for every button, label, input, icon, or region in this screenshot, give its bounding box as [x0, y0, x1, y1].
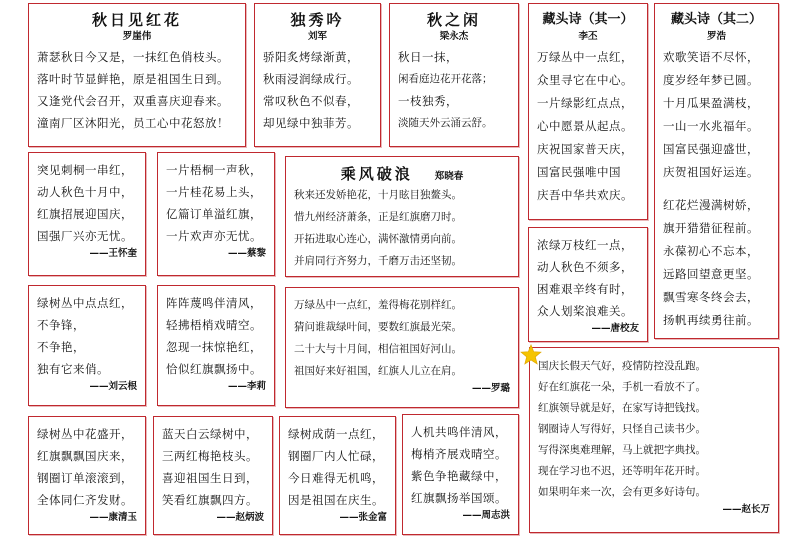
poem-line: 一片绿影红点点，: [537, 96, 633, 110]
poem-line: 猜问谁裁绿叶间，要数红旗最光荣。: [294, 321, 462, 333]
poem-signature: ——王怀奎: [89, 248, 137, 259]
poem-line: 众里寻它在中心。: [537, 73, 633, 87]
poem-signature: ——赵长万: [722, 504, 770, 515]
poem-line: 秋日一抹，: [398, 50, 458, 64]
poem-line: 淡随天外云涌云舒。: [398, 117, 493, 129]
poem-line: 好在红旗花一朵，手机一看放不了。: [538, 381, 706, 393]
poem-title: 藏头诗（其二）: [670, 12, 762, 27]
poem-line: 红旗招展迎国庆，: [37, 207, 133, 221]
poem-line: 红旗飘飘国庆来，: [37, 449, 133, 463]
poem-line: 如果明年来一次，会有更多好诗句。: [538, 486, 706, 498]
poem-line: 萧瑟秋日今又是，一抹红色俏枝头。: [37, 50, 229, 64]
poem-box-3: [389, 3, 519, 147]
poem-signature: ——唐校友: [591, 323, 639, 334]
poem-line: 恰似红旗飘扬中。: [166, 362, 262, 376]
poem-box-13: [529, 347, 779, 533]
poem-line: 扬帆再续勇往前。: [663, 313, 759, 327]
poem-line: 轻拂梧梢戏晴空。: [166, 318, 262, 332]
poem-signature: ——蔡黎: [227, 248, 266, 259]
poem-line: 心中愿景从起点。: [537, 119, 633, 133]
poem-line: 红旗领导就是好，在家写诗把钱找。: [538, 402, 706, 414]
poem-line: 笑看红旗飘四方。: [162, 493, 258, 507]
poem-signature: ——周志洪: [462, 510, 510, 521]
poem-signature: ——刘云根: [89, 381, 137, 392]
poem-box-12: [285, 287, 519, 408]
poem-box-9: [528, 227, 648, 342]
poem-signature: ——赵炳波: [216, 512, 264, 523]
poem-box-15: [153, 416, 273, 535]
poem-line: 梅梢齐展戏晴空。: [411, 447, 507, 461]
poem-line: 困难艰辛终有时，: [537, 282, 633, 296]
poem-line: 潼南厂区沐阳光，员工心中花怒放！: [37, 116, 229, 130]
poem-line: 欢歌笑语不尽怀，: [663, 50, 759, 64]
poem-line: 钢圈订单滚滚到，: [37, 471, 133, 485]
poem-line: 旗开猎猎征程前。: [663, 221, 759, 235]
poem-line: 不争锋，: [37, 318, 85, 332]
poem-box-17: [402, 414, 519, 535]
poem-line: 庆吾中华共欢庆。: [537, 188, 633, 202]
poem-line: 写得深奥难理解，马上就把字典找。: [538, 444, 706, 456]
poem-line: 国富民强迎盛世，: [663, 142, 759, 156]
poem-line: 远路回望意更坚。: [663, 267, 759, 281]
poem-line: 独有它来俏。: [37, 362, 109, 376]
poem-line: 二十大与十月间，相信祖国好河山。: [294, 343, 462, 355]
poem-line: 不争艳，: [37, 340, 85, 354]
poem-line: 惜九州经济萧条，正是红旗磨刀时。: [294, 211, 462, 223]
poem-title: 乘风破浪: [340, 165, 413, 183]
poem-line: 绿树成荫一点红，: [288, 427, 384, 441]
poem-line: 一片梧桐一声秋，: [166, 163, 262, 177]
poem-line: 一片欢声亦无忧。: [166, 229, 262, 243]
poem-box-16: [279, 416, 396, 535]
poem-line: 落叶时节显鲜艳，原是祖国生日到。: [37, 72, 229, 86]
poem-author: 郑晓春: [434, 171, 464, 182]
poem-line: 红花烂漫满树娇，: [663, 198, 759, 212]
poem-line: 紫色争艳藏绿中，: [411, 469, 507, 483]
star-icon: [520, 344, 542, 366]
poem-box-1: [28, 3, 246, 147]
poem-line: 秋来还发娇艳花，十月眩目独鳌头。: [294, 189, 462, 201]
poem-box-7: [157, 152, 275, 276]
poem-author: 梁永杰: [439, 31, 469, 42]
poem-line: 开拓进取心连心，满怀激情勇向前。: [294, 233, 462, 245]
poem-line: 亿篇订单溢红旗，: [166, 207, 262, 221]
poem-box-11: [157, 285, 275, 406]
poem-author: 李丕: [578, 31, 598, 42]
poem-line: 又逢党代会召开，双重喜庆迎春来。: [37, 94, 229, 108]
poem-line: 动人秋色十月中，: [37, 185, 133, 199]
poem-box-10: [28, 285, 146, 406]
poem-author: 刘军: [307, 31, 327, 42]
poem-line: 动人秋色不须多，: [537, 260, 633, 274]
poem-box-5: [654, 3, 779, 339]
poem-author: 罗崖伟: [122, 31, 152, 42]
poem-line: 国强厂兴亦无忧。: [37, 229, 133, 243]
poem-line: 十月瓜果盈满枝，: [663, 96, 759, 110]
poem-line: 一枝独秀，: [398, 94, 458, 108]
poem-line: 三两红梅艳枝头。: [162, 449, 258, 463]
poem-line: 飘雪寒冬终会去，: [663, 290, 759, 304]
poem-line: 万绿丛中一点红，: [537, 50, 633, 64]
poem-title: 秋日见红花: [91, 11, 182, 29]
poem-line: 绿树丛中花盛开，: [37, 427, 133, 441]
poem-box-8: [285, 156, 519, 277]
poem-line: 万绿丛中一点红，羞得梅花别样红。: [294, 299, 462, 311]
poem-line: 因是祖国在庆生。: [288, 493, 384, 507]
poem-line: 蓝天白云绿树中，: [162, 427, 258, 441]
poem-line: 国富民强唯中国: [537, 165, 621, 179]
poem-title: 藏头诗（其一）: [542, 12, 634, 27]
poem-line: 常叹秋色不似春，: [263, 94, 359, 108]
poem-line: 秋雨浸润绿成行。: [263, 72, 359, 86]
poem-line: 永葆初心不忘本，: [663, 244, 759, 258]
poem-box-14: [28, 416, 146, 535]
poem-line: 庆祝国家普天庆，: [537, 142, 633, 156]
poem-line: 现在学习也不迟，还等明年花开时。: [538, 465, 706, 477]
poem-line: 阵阵蔑鸣伴清风，: [166, 296, 262, 310]
poem-signature: ——罗璐: [471, 383, 510, 394]
poem-line: 闲看庭边花开花落；: [398, 73, 493, 85]
poem-line: 庆贺祖国好运连。: [663, 165, 759, 179]
poem-line: 并肩同行齐努力，千磨万击还坚韧。: [294, 255, 462, 267]
poem-signature: ——李莉: [227, 381, 266, 392]
poem-line: 钢圈诗人写得好，只怪自己读书少。: [538, 423, 706, 435]
poem-box-4: [528, 3, 648, 220]
poem-line: 一山一水兆福年。: [663, 119, 759, 133]
poem-header: [294, 163, 510, 184]
poem-line: 突见刺桐一串红，: [37, 163, 133, 177]
poem-signature: ——张金富: [339, 512, 387, 523]
poem-line: 却见绿中独菲芳。: [263, 116, 359, 130]
poem-line: 全体同仁齐发财。: [37, 493, 133, 507]
poem-line: 红旗飘扬举国颂。: [411, 491, 507, 505]
poem-line: 今日难得无机鸣，: [288, 471, 384, 485]
poem-line: 众人划桨浪难关。: [537, 304, 633, 318]
poem-line: 骄阳炙烤绿渐黄，: [263, 50, 359, 64]
poem-line: 一片桂花易上头，: [166, 185, 262, 199]
poem-title: 秋之闲: [426, 11, 481, 29]
poem-box-2: [254, 3, 381, 147]
poem-line: 喜迎祖国生日到，: [162, 471, 258, 485]
poem-line: 度岁经年梦已圆。: [663, 73, 759, 87]
poem-line: 绿树丛中点点红，: [37, 296, 133, 310]
poem-line: 浓绿万枝红一点，: [537, 238, 633, 252]
poem-author: 罗浩: [706, 31, 726, 42]
poem-line: 钢圈厂内人忙碌，: [288, 449, 384, 463]
poem-box-6: [28, 152, 146, 276]
poem-line: 人机共鸣伴清风，: [411, 425, 507, 439]
poem-line: 国庆长假天气好，疫情防控没乱跑。: [538, 360, 706, 372]
poem-title: 独秀吟: [290, 11, 345, 29]
poem-line: 祖国好来好祖国，红旗人儿立在肩。: [294, 365, 462, 377]
poem-signature: ——康清玉: [89, 512, 137, 523]
poem-line: 忽现一抹惊艳红，: [166, 340, 262, 354]
